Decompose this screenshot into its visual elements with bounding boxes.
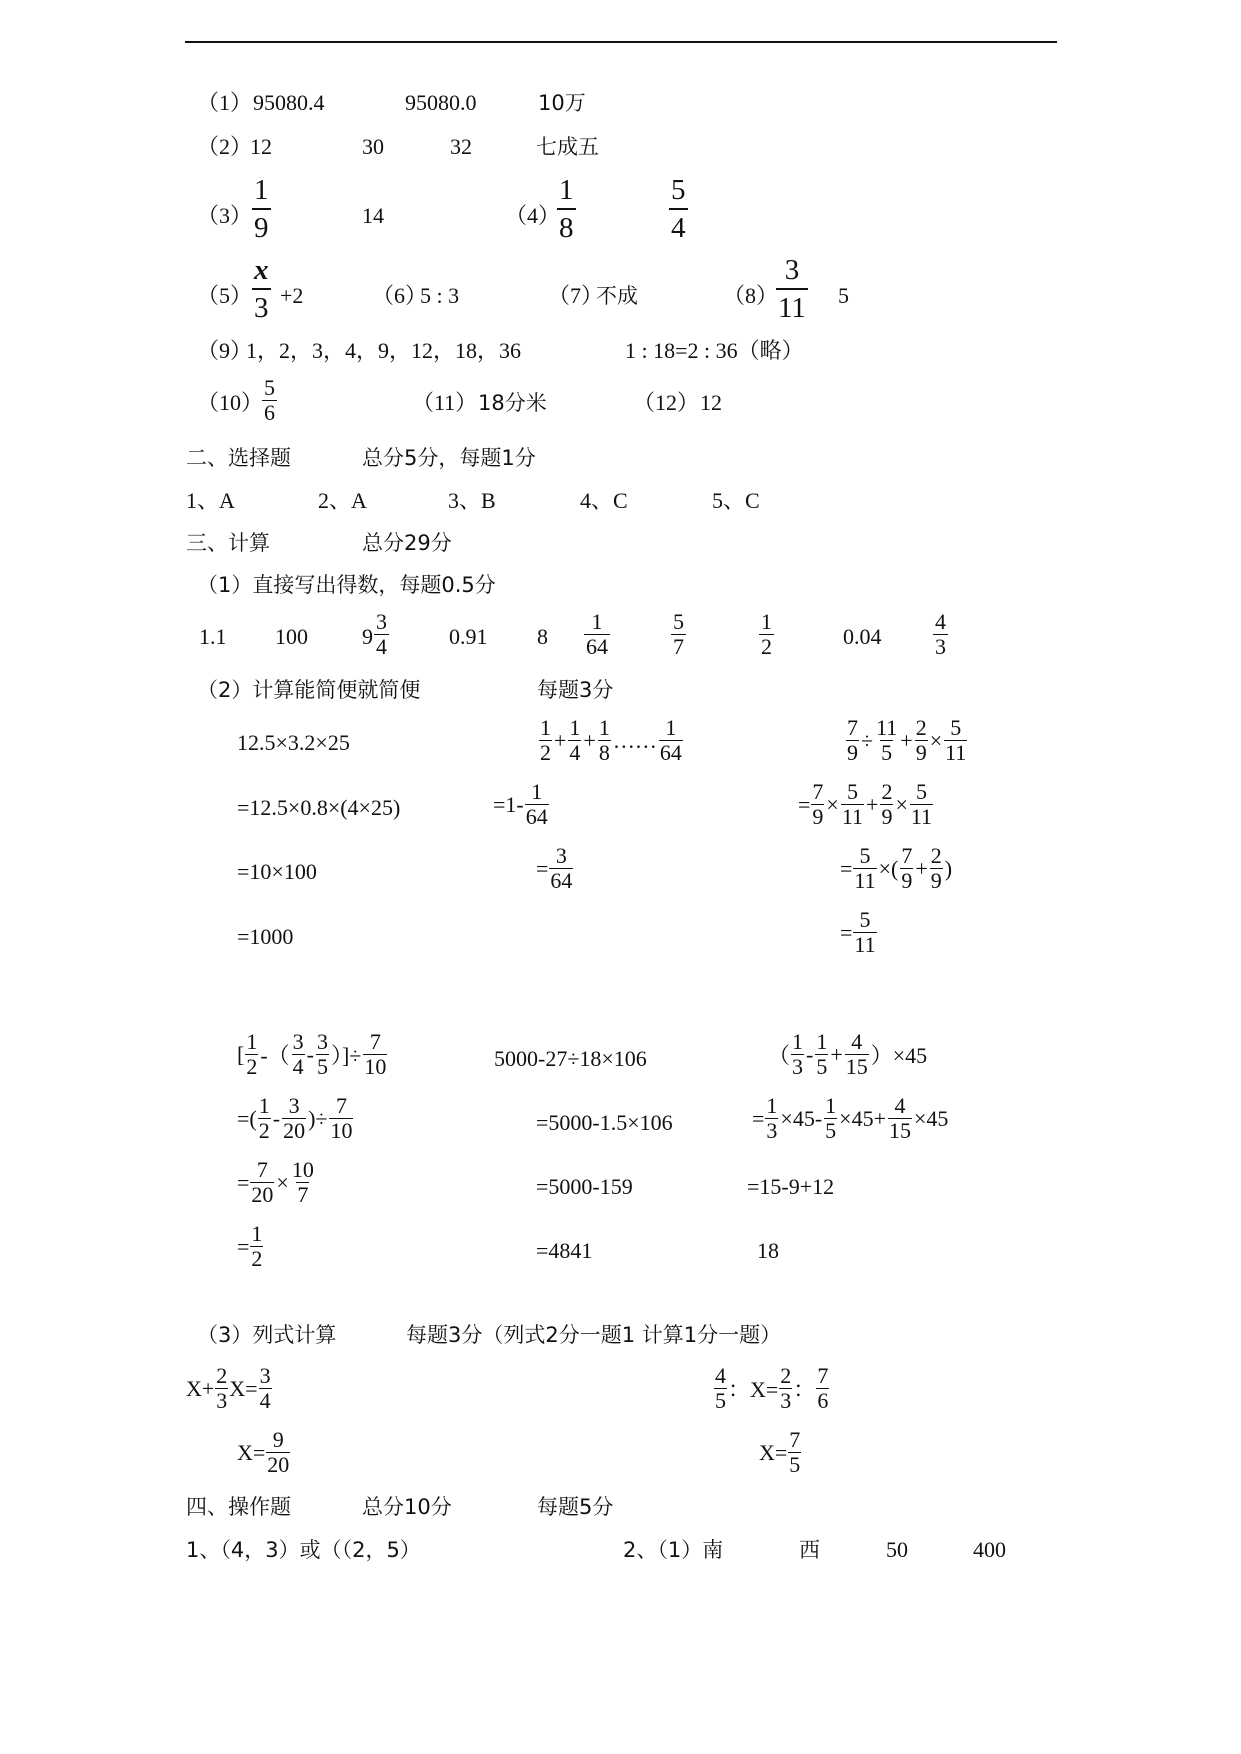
p2e-line1: 5000-27÷18×106 bbox=[494, 1046, 647, 1071]
p2f-line4: 18 bbox=[757, 1238, 779, 1263]
q4-fraction-1: $\frac{1}{8}$ bbox=[559, 174, 574, 244]
q1-answer-1: 95080.4 bbox=[253, 90, 325, 115]
q11-label: （11） bbox=[412, 390, 478, 415]
q7-label: （7） bbox=[548, 283, 604, 308]
q1-label: （1） bbox=[197, 90, 253, 115]
q8-label: （8） bbox=[723, 283, 779, 308]
p2c-line4: = $\frac{5}{11}$ bbox=[840, 907, 876, 957]
q12-label: （12） bbox=[633, 390, 700, 415]
section4-answer-2-n2: 400 bbox=[973, 1537, 1006, 1562]
p2e-line2: =5000-1.5×106 bbox=[536, 1110, 673, 1135]
q5-suffix: +2 bbox=[280, 283, 304, 308]
q8-answer-2: 5 bbox=[838, 283, 849, 308]
p1-a7-frac: $\frac{5}{7}$ bbox=[673, 609, 684, 659]
section4-answer-2-west: 西 bbox=[799, 1538, 820, 1562]
p2a-line2: =12.5×0.8×(4×25) bbox=[237, 795, 401, 820]
section2-answer-3: 3、B bbox=[448, 488, 496, 513]
section3-score: 总分29分 bbox=[362, 531, 452, 555]
p1-a3-frac: $\frac{3}{4}$ bbox=[376, 609, 387, 659]
q10-label: （10） bbox=[197, 390, 264, 415]
section4-title: 四、操作题 bbox=[186, 1495, 291, 1519]
q3-label: （3） bbox=[197, 203, 253, 228]
p2a-line1: 12.5×3.2×25 bbox=[237, 730, 350, 755]
p2d-line1: [ 1 2 -（ 3 4 - 3 5 ）]÷ $\frac{7}{10}$ bbox=[237, 1029, 387, 1079]
section3-title: 三、计算 bbox=[186, 531, 270, 555]
q3-fraction: $\frac{1}{9}$ bbox=[254, 174, 269, 244]
q5-fraction: $\frac{x}{3}$ bbox=[254, 254, 269, 324]
q11-answer: 18分米 bbox=[478, 391, 547, 415]
p1-a2: 100 bbox=[275, 624, 308, 649]
p2a-line3: =10×100 bbox=[237, 859, 317, 884]
part3-score: 每题3分（列式2分一题1 计算1分一题） bbox=[406, 1323, 782, 1347]
p2d-line3: = $\frac{7}{20}$ × $\frac{10}{7}$ bbox=[237, 1157, 314, 1207]
q5-label: （5） bbox=[197, 283, 253, 308]
p2e-line4: =4841 bbox=[536, 1238, 593, 1263]
part2-title: （2）计算能简便就简便 bbox=[197, 678, 421, 702]
q9-label: （9） bbox=[197, 338, 253, 363]
p1-a5: 8 bbox=[537, 624, 548, 649]
eq1-line2: X= $\frac{9}{20}$ bbox=[237, 1427, 290, 1477]
section4-score: 总分10分 bbox=[362, 1495, 452, 1519]
q3-answer-2: 14 bbox=[362, 203, 384, 228]
p1-a3-whole: 9 bbox=[362, 624, 373, 649]
q9-answer-2: 1 : 18=2 : 36（略） bbox=[625, 338, 804, 363]
p1-a1: 1.1 bbox=[199, 624, 227, 649]
section4-per: 每题5分 bbox=[537, 1495, 614, 1519]
q10-fraction: $\frac{5}{6}$ bbox=[264, 375, 275, 425]
p2a-line4: =1000 bbox=[237, 924, 294, 949]
q1-answer-3: 10万 bbox=[538, 91, 586, 115]
q4-fraction-2: $\frac{5}{4}$ bbox=[671, 174, 686, 244]
q6-answer: 5 : 3 bbox=[420, 283, 460, 308]
q12-answer: 12 bbox=[700, 390, 722, 415]
eq2-line1: 4 5 ：X= $\frac{2}{3}$ ： 7 6 bbox=[715, 1363, 829, 1413]
section2-title: 二、选择题 bbox=[186, 446, 291, 470]
part3-title: （3）列式计算 bbox=[197, 1323, 337, 1347]
section4-answer-2-label: 2、（1）南 bbox=[623, 1538, 724, 1562]
p1-a9: 0.04 bbox=[843, 624, 882, 649]
q2-label: （2） bbox=[197, 134, 253, 159]
eq2-line2: X= $\frac{7}{5}$ bbox=[759, 1427, 801, 1477]
section2-answer-4: 4、C bbox=[580, 488, 628, 513]
section2-score: 总分5分，每题1分 bbox=[362, 446, 536, 470]
section2-answer-5: 5、C bbox=[712, 488, 760, 513]
p2f-line1: （ 1 3 - 1 5 + $\frac{4}{15}$ ）×45 bbox=[768, 1029, 928, 1079]
section4-answer-2-n1: 50 bbox=[886, 1537, 908, 1562]
section2-answer-2: 2、A bbox=[318, 488, 367, 513]
q2-answer-1: 12 bbox=[250, 134, 272, 159]
part1-title: （1）直接写出得数，每题0.5分 bbox=[197, 573, 496, 597]
q7-answer: 不成 bbox=[596, 284, 638, 308]
q6-label: （6） bbox=[372, 283, 428, 308]
p1-a8-frac: $\frac{1}{2}$ bbox=[761, 609, 772, 659]
q1-answer-2: 95080.0 bbox=[405, 90, 477, 115]
section2-answer-1: 1、A bbox=[186, 488, 235, 513]
header-rule bbox=[185, 41, 1057, 43]
p1-a4: 0.91 bbox=[449, 624, 488, 649]
p1-a6-frac: $\frac{1}{64}$ bbox=[586, 609, 608, 659]
q2-answer-2: 30 bbox=[362, 134, 384, 159]
p2e-line3: =5000-159 bbox=[536, 1174, 633, 1199]
q4-label: （4） bbox=[505, 203, 561, 228]
q9-answer: 1，2，3，4，9，12，18，36 bbox=[246, 338, 522, 363]
p2d-line2: =( 1 2 - 3 20 )÷ $\frac{7}{10}$ bbox=[237, 1093, 353, 1143]
p2c-line2: = $\frac{7}{9}$ × $\frac{5}{11}$ + $\frac{2}{9}$ × $\frac{5}{11}$ bbox=[798, 779, 933, 829]
p2b-line3: = $\frac{3}{64}$ bbox=[536, 843, 573, 893]
p1-a10-frac: $\frac{4}{3}$ bbox=[935, 609, 946, 659]
p2f-line2: = $\frac{1}{3}$ ×45- $\frac{1}{5}$ ×45+ $\frac{4}{15}$ ×45 bbox=[752, 1093, 949, 1143]
p2b-line1: 1 2 + $\frac{1}{4}$ + $\frac{1}{8}$ …… 1 64 bbox=[540, 715, 682, 765]
p2d-line4: = $\frac{1}{2}$ bbox=[237, 1221, 263, 1271]
eq1-line1: X+ $\frac{2}{3}$ X= $\frac{3}{4}$ bbox=[186, 1363, 271, 1413]
q8-fraction: $\frac{3}{11}$ bbox=[778, 254, 806, 324]
part2-score: 每题3分 bbox=[537, 678, 614, 702]
p2f-line3: =15-9+12 bbox=[747, 1174, 835, 1199]
p2c-line3: = $\frac{5}{11}$ ×( 7 9 + $\frac{2}{9}$ ) bbox=[840, 843, 953, 893]
p2b-line2: =1- 1 64 bbox=[493, 779, 548, 829]
q2-answer-4: 七成五 bbox=[536, 135, 599, 159]
q2-answer-3: 32 bbox=[450, 134, 472, 159]
p2c-line1: $\frac{7}{9}$ ÷ $\frac{11}{5}$ + $\frac{2}{9}$ × $\frac{5}{11}$ bbox=[847, 715, 967, 765]
section4-answer-1: 1、（4，3）或（（2，5） bbox=[186, 1538, 421, 1562]
